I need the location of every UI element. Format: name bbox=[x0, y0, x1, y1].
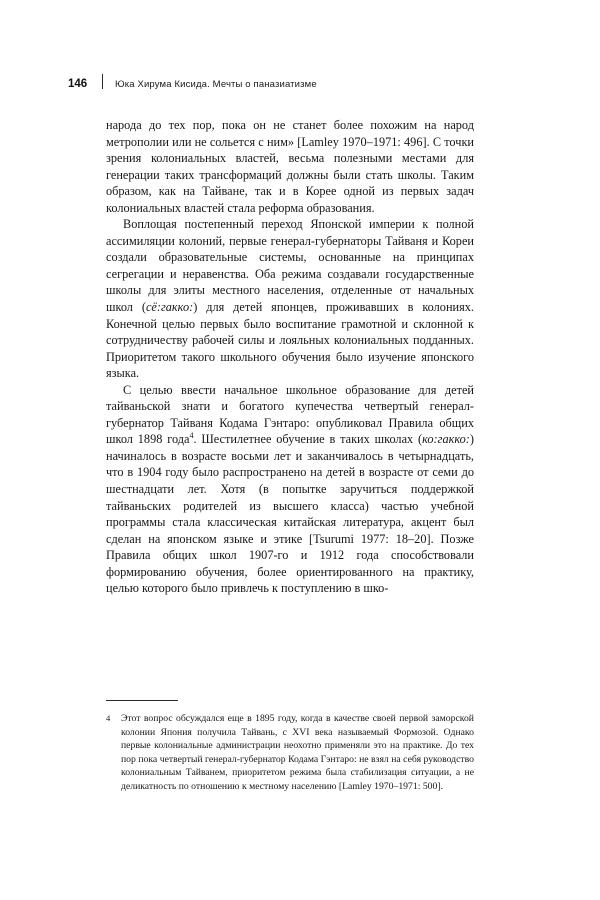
footnote-reference: 4 bbox=[189, 431, 194, 441]
paragraph-2: Воплощая постепенный переход Японской империи к полной ассимиляции колоний, первые генерал-губернаторы Тайваня и Кореи создали образовательные системы, основанные на принципах сегрегации и неравенства. Оба режима создавали государственные школы для элиты местного населения, отделенные от начальных школ (сё:гакко:) для детей японцев, проживавших в колониях. Конечной целью первых было воспитание грамотной и склонной к сотрудничеству рабочей силы и лояльных колониальных подданных. Приоритетом такого школьного обучения было изучение японского языка. bbox=[106, 217, 474, 381]
page-number: 146 bbox=[68, 78, 88, 90]
body-text-column bbox=[106, 117, 474, 597]
footnote-item bbox=[106, 712, 474, 794]
header-divider bbox=[102, 74, 103, 89]
footnote-area bbox=[106, 700, 474, 794]
page-header bbox=[68, 72, 538, 90]
running-title: Юка Хирума Кисида. Мечты о паназиатизме bbox=[115, 79, 317, 90]
footnote-text: Этот вопрос обсуждался еще в 1895 году, когда в качестве своей первой заморской колонии Япония получила Тайвань, с XVI века называемый Формозой. Однако первые колониальные администрации неохотно применяли это на практике. До тех пор пока четвертый генерал-губернатор Кодама Гэнтаро: не взял на себя руководство колониальным Тайванем, приоритетом режима была стабилизация ситуации, а не деликатность по отношению к местному населению [Lamley 1970–1971: 500]. bbox=[121, 713, 474, 792]
footnote-marker: 4 bbox=[106, 713, 111, 723]
paragraph-3: С целью ввести начальное школьное образование для детей тайваньской знати и богатого купечества четвертый генерал-губернатор Тайваня Кодама Гэнтаро: опубликовал Правила общих школ 1898 года$^4$. Шестилетнее обучение в таких школах (ко:гакко:) начиналось в возрасте восьми лет и заканчивалось в четырнадцать, что в 1904 году было распространено на детей в возрасте от семи до шестнадцати лет. Хотя (в попытке заручиться поддержкой тайваньских родителей из высшего класса) частью учебной программы стала классическая китайская литература, акцент был сделан на японском языке и этике [Tsurumi 1977: 18–20]. Позже Правила общих школ 1907-го и 1912 года способствовали формированию обучения, более ориентированного на практику, целью которого было привлечь к поступлению в шко- bbox=[106, 382, 474, 596]
paragraph-1: народа до тех пор, пока он не станет более похожим на народ метрополии или не сольется с ним» [Lamley 1970–1971: 496]. С точки зрения колониальных властей, весьма полезными местами для генерации таких трансформаций должны были стать школы. Таким образом, как на Тайване, так и в Корее одной из первых задач колониальных властей стала реформа образования. bbox=[106, 118, 474, 215]
footnote-separator bbox=[106, 700, 178, 701]
